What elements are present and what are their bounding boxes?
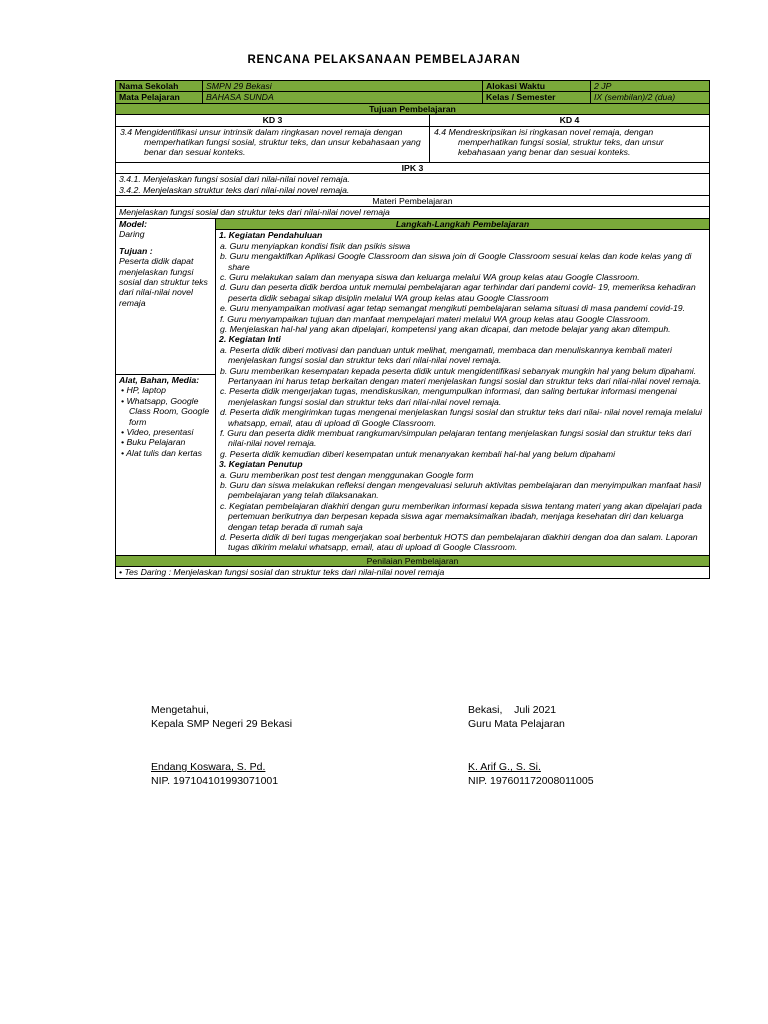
model-value: Daring <box>119 229 145 240</box>
step-item: a. Guru memberikan post test dengan menggunakan Google form <box>220 469 474 480</box>
class-value: IX (sembilan)/2 (dua) <box>594 92 676 103</box>
materi-header: Materi Pembelajaran <box>372 196 453 207</box>
rpp-table <box>115 80 710 579</box>
kd3-text: 3.4 Mengidentifikasi unsur intrinsik dalam ringkasan novel remaja dengan memperhatikan fungsi sosial, struktur teks, dan unsur kebahasaan yang benar dan sesuai konteks. <box>116 127 430 162</box>
identity-row-1 <box>115 80 710 91</box>
step-item: a. Peserta didik diberi motivasi dan panduan untuk melihat, mengamati, membaca dan menuliskannya kembali materi menjelaskan fungsi sosial dan struktur teks dari nilai-nilai novel remaja. <box>220 344 672 366</box>
penilaian-header: Penilaian Pembelajaran <box>366 555 459 566</box>
school-label: Nama Sekolah <box>116 81 203 91</box>
left-sign-line1: Mengetahui, <box>151 704 209 716</box>
tujuan-label: Tujuan : <box>119 245 153 256</box>
langkah-block <box>115 218 710 555</box>
kd-content-row <box>115 126 710 162</box>
step-item: e. Guru menyampaikan motivasi agar tetap semangat mengikuti pembelajaran selama situasi di masa pandemi covid-19. <box>220 303 686 314</box>
ipk-item: 3.4.2. Menjelaskan struktur teks dari nilai-nilai novel remaja. <box>119 184 350 195</box>
ipk-header: IPK 3 <box>401 162 424 173</box>
langkah-header: Langkah-Langkah Pembelajaran <box>216 219 709 230</box>
materi-content-row <box>115 206 710 217</box>
left-sign-line2: Kepala SMP Negeri 29 Bekasi <box>151 717 293 730</box>
alat-item: • Alat tulis dan kertas <box>121 447 202 458</box>
document-title: RENCANA PELAKSANAAN PEMBELAJARAN <box>247 54 521 66</box>
tujuan-header: Tujuan Pembelajaran <box>369 103 456 114</box>
step-item: d. Peserta didik mengirimkan tugas mengenai menjelaskan fungsi sosial dan struktur teks dari nilai- nilai novel remaja melalui whatsapp, email, atau di upload di Google Classroom. <box>220 407 702 428</box>
penilaian-header-row <box>115 555 710 566</box>
materi-text: Menjelaskan fungsi sosial dan struktur teks dari nilai-nilai novel remaja <box>119 207 390 218</box>
alat-item: • Buku Pelajaran <box>121 437 186 448</box>
section-title: 1. Kegiatan Pendahuluan <box>219 230 323 241</box>
right-sign-line1: Bekasi, Juli 2021 <box>468 704 557 716</box>
left-sign-nip: NIP. 197104101993071001 <box>151 774 279 787</box>
step-item: f. Guru dan peserta didik membuat rangkuman/simpulan pelajaran tentang menjelaskan fungsi sosial dan struktur teks dari nilai-nilai novel remaja. <box>220 428 692 449</box>
step-item: c. Guru melakukan salam dan menyapa siswa dan keluarga melalui WA group kelas atau Google Classroom. <box>220 271 640 282</box>
right-sign-nip: NIP. 197601172008011005 <box>468 774 594 787</box>
kd-header-row <box>115 114 710 125</box>
section-title: 2. Kegiatan Inti <box>219 334 281 345</box>
class-label: Kelas / Semester <box>483 92 591 102</box>
right-column <box>216 219 709 555</box>
kd4-header: KD 4 <box>559 115 580 126</box>
alat-item: • Video, presentasi <box>121 426 194 437</box>
materi-header-row <box>115 195 710 206</box>
time-label: Alokasi Waktu <box>483 81 591 91</box>
left-column <box>116 219 216 555</box>
ipk-header-row <box>115 162 710 173</box>
model-label: Model: <box>119 218 147 229</box>
step-item: c. Peserta didik mengerjakan tugas, mendiskusikan, mengumpulkan informasi, dan saling bertukar informasi mengenai menjelaskan fungsi sosial dan struktur teks dari nilai-nilai novel remaja. <box>220 386 677 407</box>
left-signature <box>151 704 292 788</box>
penilaian-content-row <box>115 566 710 578</box>
step-item: d. Guru dan peserta didik berdoa untuk memulai pembelajaran agar terhindar dari pandemi covid- 19, memeriksa kehadiran peserta didik sebagai sikap disiplin melalui WA group kelas atau Google Classroom <box>220 282 696 303</box>
ipk-content-row <box>115 173 710 195</box>
step-item: c. Kegiatan pembelajaran diakhiri dengan guru memberikan informasi kepada siswa tentang materi yang akan dipelajari pada pertemuan berikutnya dan berpesan kepada siswa agar memaksimalkan ibadah, menjaga kesehatan diri dan keluarga dengan tetap berada di rumah saja <box>220 500 702 532</box>
step-item: b. Guru memberikan kesempatan kepada peserta didik untuk mengidentifikasi sebanyak mungkin hal yang belum dipahami. Pertanyaan ini harus tetap berkaitan dengan materi menjelaskan fungsi sosial dan struktur teks dari nilai-nilai novel remaja. <box>220 365 702 386</box>
step-item: a. Guru menyiapkan kondisi fisik dan psikis siswa <box>220 240 411 251</box>
step-item: f. Guru menyampaikan tujuan dan manfaat mempelajari materi melalui WA group kelas atau Google Classroom. <box>220 313 651 324</box>
step-item: b. Guru mengaktifkan Aplikasi Google Classroom dan siswa join di Google Classroom sesuai kelas dan kode kelas yang di share <box>220 251 692 272</box>
alat-label: Alat, Bahan, Media: <box>119 374 200 385</box>
subject-label: Mata Pelajaran <box>116 92 203 102</box>
tujuan-header-row <box>115 103 710 114</box>
step-item: g. Peserta didik kemudian diberi kesempatan untuk menanyakan kembali hal-hal yang belum dipahami <box>220 448 616 459</box>
section-title: 3. Kegiatan Penutup <box>219 459 303 470</box>
penilaian-text: • Tes Daring : Menjelaskan fungsi sosial dan struktur teks dari nilai-nilai novel remaja <box>119 567 445 578</box>
right-sign-name: K. Arif G., S. Si. <box>468 761 541 773</box>
step-item: d. Peserta didik di beri tugas mengerjakan soal berbentuk HOTS dan pembelajaran diakhiri dengan doa dan salam. Laporan tugas dikirim melalui whatsapp, email, atau di upload di Google Classroom. <box>220 532 698 553</box>
kd4-text: 4.4 Mendreskripsikan isi ringkasan novel remaja, dengan memperhatikan fungsi sosial, struktur teks, dan unsur kebahasaan yang benar dan sesuai konteks. <box>434 126 664 158</box>
subject-value: BAHASA SUNDA <box>203 92 483 102</box>
step-item: b. Guru dan siswa melakukan refleksi dengan mengevaluasi seluruh aktivitas pembelajaran dan menyimpulkan manfaat hasil pembelajaran yang telah dilaksanakan. <box>220 480 701 501</box>
right-signature <box>468 704 594 788</box>
identity-row-2 <box>115 91 710 102</box>
tujuan-text: Peserta didik dapat menjelaskan fungsi sosial dan struktur teks dari nilai-nilai novel remaja <box>119 256 208 308</box>
school-value: SMPN 29 Bekasi <box>203 81 483 91</box>
alat-item: • Whatsapp, Google Class Room, Google form <box>121 395 210 427</box>
alat-item: • HP, laptop <box>121 385 166 396</box>
ipk-item: 3.4.1. Menjelaskan fungsi sosial dari nilai-nilai novel remaja. <box>119 174 350 185</box>
right-sign-line2: Guru Mata Pelajaran <box>468 717 565 730</box>
left-sign-name: Endang Koswara, S. Pd. <box>151 761 266 773</box>
step-item: g. Menjelaskan hal-hal yang akan dipelajari, kompetensi yang akan dicapai, dan metode belajar yang akan ditempuh. <box>220 323 671 334</box>
kd3-header: KD 3 <box>116 115 430 125</box>
time-value: 2 JP <box>594 81 612 91</box>
